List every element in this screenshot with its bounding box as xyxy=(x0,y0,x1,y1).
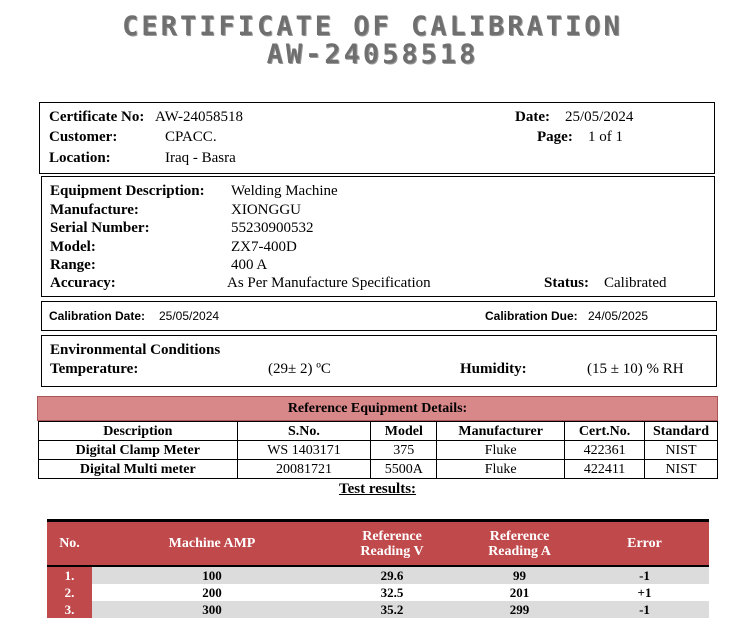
humidity-value: (15 ± 10) % RH xyxy=(587,361,684,377)
test-row-number: 3. xyxy=(47,601,92,618)
accuracy-value: As Per Manufacture Specification xyxy=(227,275,431,291)
reference-description: Digital Clamp Meter xyxy=(39,441,238,460)
reference-model: 375 xyxy=(371,441,437,460)
error-value: -1 xyxy=(639,602,650,617)
model-label: Model: xyxy=(50,239,96,255)
calibration-date-value: 25/05/2024 xyxy=(159,309,220,323)
machine-amp-value: 300 xyxy=(202,602,222,617)
column-header-cert-no: Cert.No. xyxy=(565,422,645,441)
certificate-no-value: AW-24058518 xyxy=(155,109,243,125)
table-row xyxy=(39,460,718,479)
reference-serial: WS 1403171 xyxy=(237,441,371,460)
range-label: Range: xyxy=(50,257,96,273)
machine-amp-value: 100 xyxy=(202,568,222,583)
table-row xyxy=(47,567,709,584)
location-label: Location: xyxy=(49,150,111,166)
status-label: Status: xyxy=(544,275,590,291)
date-label: Date: xyxy=(515,109,550,125)
manufacture-label: Manufacture: xyxy=(50,202,139,218)
reference-v-value: 29.6 xyxy=(380,568,404,583)
certificate-no-label: Certificate No: xyxy=(49,109,145,125)
column-header-reference-a: Reference Reading A xyxy=(488,528,551,559)
calibration-date-label: Calibration Date: xyxy=(49,309,146,323)
environment-heading: Environmental Conditions xyxy=(50,342,221,358)
column-header-reference-v: Reference Reading V xyxy=(360,528,424,559)
date-value: 25/05/2024 xyxy=(565,109,634,125)
reference-model: 5500A xyxy=(371,460,437,479)
table-row xyxy=(47,601,709,618)
certificate-title: CERTIFICATE OF CALIBRATION xyxy=(122,11,623,42)
error-value: +1 xyxy=(637,585,652,600)
humidity-label: Humidity: xyxy=(460,361,527,377)
equipment-description-label: Equipment Description: xyxy=(50,183,205,199)
status-value: Calibrated xyxy=(604,275,667,291)
customer-label: Customer: xyxy=(49,129,118,145)
reference-manufacturer: Fluke xyxy=(437,441,565,460)
reference-equipment-heading: Reference Equipment Details: xyxy=(37,396,718,421)
test-row-number: 1. xyxy=(47,567,92,584)
table-header-row xyxy=(39,422,718,441)
test-results-header-row xyxy=(47,519,709,567)
reference-a-value: 299 xyxy=(509,602,530,617)
reference-v-value: 32.5 xyxy=(380,585,404,600)
table-row xyxy=(39,441,718,460)
reference-v-value: 35.2 xyxy=(380,602,404,617)
serial-number-value: 55230900532 xyxy=(231,220,314,236)
test-results-heading: Test results: xyxy=(338,481,417,497)
certificate-number-title: AW-24058518 xyxy=(266,39,479,70)
manufacture-value: XIONGGU xyxy=(231,202,301,218)
customer-value: CPACC. xyxy=(165,129,217,145)
reference-a-value: 201 xyxy=(509,585,530,600)
table-row xyxy=(47,584,709,601)
equipment-description-value: Welding Machine xyxy=(231,183,338,199)
column-header-machine-amp: Machine AMP xyxy=(168,536,256,551)
reference-description: Digital Multi meter xyxy=(39,460,238,479)
reference-equipment-table xyxy=(38,421,718,479)
range-value: 400 A xyxy=(231,257,268,273)
location-value: Iraq - Basra xyxy=(165,150,236,166)
reference-cert-no: 422411 xyxy=(565,460,645,479)
error-value: -1 xyxy=(639,568,650,583)
accuracy-label: Accuracy: xyxy=(50,275,116,291)
column-header-manufacturer: Manufacturer xyxy=(437,422,565,441)
machine-amp-value: 200 xyxy=(202,585,222,600)
reference-manufacturer: Fluke xyxy=(437,460,565,479)
column-header-no: No. xyxy=(59,536,80,551)
serial-number-label: Serial Number: xyxy=(50,220,150,236)
model-value: ZX7-400D xyxy=(231,239,297,255)
reference-serial: 20081721 xyxy=(237,460,371,479)
reference-a-value: 99 xyxy=(513,568,526,583)
calibration-due-label: Calibration Due: xyxy=(485,309,578,323)
reference-standard: NIST xyxy=(645,460,718,479)
column-header-error: Error xyxy=(627,536,662,551)
column-header-description: Description xyxy=(39,422,238,441)
temperature-label: Temperature: xyxy=(50,361,139,377)
test-results-table xyxy=(47,519,709,618)
page-value: 1 of 1 xyxy=(588,129,623,145)
column-header-serial: S.No. xyxy=(237,422,371,441)
reference-cert-no: 422361 xyxy=(565,441,645,460)
page-label: Page: xyxy=(537,129,573,145)
test-row-number: 2. xyxy=(47,584,92,601)
column-header-model: Model xyxy=(371,422,437,441)
calibration-due-value: 24/05/2025 xyxy=(588,309,649,323)
reference-standard: NIST xyxy=(645,441,718,460)
column-header-standard: Standard xyxy=(645,422,718,441)
temperature-value: (29± 2) ºC xyxy=(268,361,331,377)
